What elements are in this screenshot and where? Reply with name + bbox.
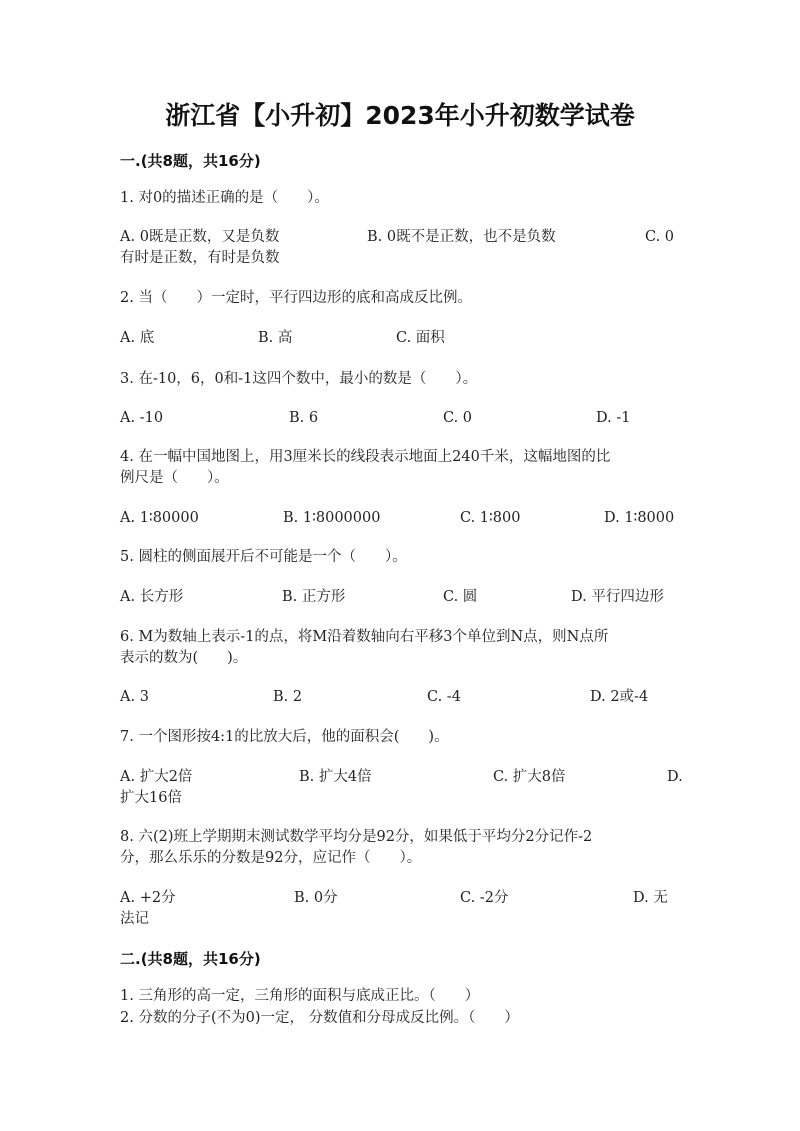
question-1-option-c-continued: 有时是正数，有时是负数 <box>120 250 280 266</box>
question-8-option-b: B. 0分 <box>294 890 338 906</box>
question-5-stem: 5. 圆柱的侧面展开后不可能是一个（ ）。 <box>120 549 407 565</box>
question-6-stem-line-2: 表示的数为( )。 <box>120 650 248 666</box>
question-2-option-c: C. 面积 <box>396 330 445 346</box>
question-8-option-c: C. -2分 <box>460 890 509 906</box>
question-2-stem: 2. 当（ ）一定时，平行四边形的底和高成反比例。 <box>120 290 472 306</box>
question-4-stem-line-2: 例尺是（ ）。 <box>120 470 229 486</box>
section-heading-1: 一.(共8题，共16分) <box>120 152 261 170</box>
question-1-stem: 1. 对0的描述正确的是（ ）。 <box>120 190 329 206</box>
question-8-option-d: D. 无 <box>633 890 668 906</box>
judgment-1-stem: 1. 三角形的高一定，三角形的面积与底成正比。（ ） <box>120 988 480 1004</box>
question-7-option-a: A. 扩大2倍 <box>120 769 193 785</box>
question-8-option-d-continued: 法记 <box>120 911 149 927</box>
question-4-option-d: D. 1∶8000 <box>604 510 675 526</box>
question-3-option-d: D. -1 <box>596 410 631 426</box>
question-6-option-c: C. -4 <box>427 689 461 705</box>
question-7-option-d: D. <box>667 769 683 785</box>
question-6-option-a: A. 3 <box>120 689 149 705</box>
question-4-option-a: A. 1∶80000 <box>120 510 199 526</box>
question-1-option-c: C. 0 <box>645 229 675 245</box>
question-7-option-b: B. 扩大4倍 <box>299 769 372 785</box>
question-6-option-d: D. 2或-4 <box>590 689 649 705</box>
section-heading-2: 二.(共8题，共16分) <box>120 950 261 968</box>
question-6-option-b: B. 2 <box>273 689 303 705</box>
question-6-stem-line-1: 6. M为数轴上表示-1的点，将M沿着数轴向右平移3个单位到N点，则N点所 <box>120 629 609 645</box>
question-4-option-b: B. 1∶8000000 <box>283 510 381 526</box>
question-5-option-c: C. 圆 <box>443 589 478 605</box>
question-5-option-a: A. 长方形 <box>120 589 184 605</box>
judgment-2-stem: 2. 分数的分子(不为0)一定， 分数值和分母成反比例。（ ） <box>120 1010 519 1026</box>
question-3-option-a: A. -10 <box>120 410 164 426</box>
question-7-stem: 7. 一个图形按4:1的比放大后，他的面积会( )。 <box>120 729 449 745</box>
page-title: 浙江省【小升初】2023年小升初数学试卷 <box>165 101 635 130</box>
question-7-option-c: C. 扩大8倍 <box>493 769 566 785</box>
question-5-option-d: D. 平行四边形 <box>571 589 664 605</box>
question-2-option-b: B. 高 <box>258 330 293 346</box>
question-5-option-b: B. 正方形 <box>282 589 346 605</box>
question-8-option-a: A. +2分 <box>120 890 176 906</box>
question-3-stem: 3. 在-10，6，0和-1这四个数中，最小的数是（ ）。 <box>120 371 478 387</box>
question-2-option-a: A. 底 <box>120 330 155 346</box>
question-1-option-b: B. 0既不是正数，也不是负数 <box>367 229 556 245</box>
question-1-option-a: A. 0既是正数，又是负数 <box>120 229 280 245</box>
question-3-option-b: B. 6 <box>289 410 319 426</box>
question-3-option-c: C. 0 <box>443 410 473 426</box>
question-4-option-c: C. 1∶800 <box>460 510 521 526</box>
question-4-stem-line-1: 4. 在一幅中国地图上，用3厘米长的线段表示地面上240千米，这幅地图的比 <box>120 449 611 465</box>
question-7-option-d-continued: 扩大16倍 <box>120 790 182 806</box>
question-8-stem-line-2: 分，那么乐乐的分数是92分，应记作（ ）。 <box>120 850 422 866</box>
question-8-stem-line-1: 8. 六(2)班上学期期末测试数学平均分是92分，如果低于平均分2分记作-2 <box>120 829 593 845</box>
